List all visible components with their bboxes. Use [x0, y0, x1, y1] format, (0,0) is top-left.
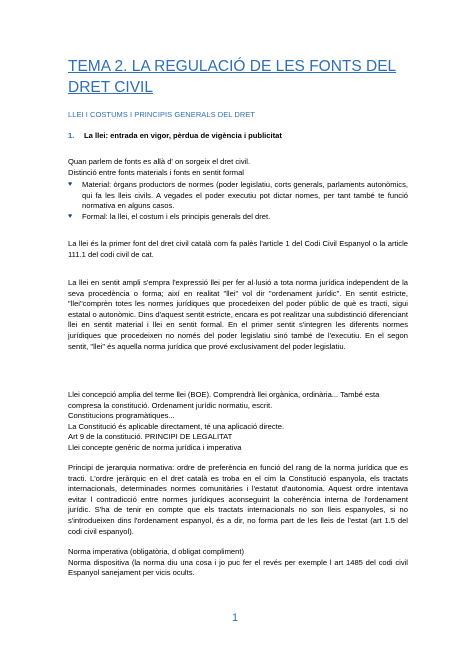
bullet-text: Formal: la llei, el costum i els principis generals del dret. — [82, 211, 271, 221]
concept-line: Llei concepció amplia del terme llei (BOE). Comprendrà llei orgànica, ordinària... També esta compresa la constitució. Ordenament jurídic normatiu, escrit. — [68, 390, 380, 410]
heart-bullet-icon: ♥ — [68, 181, 73, 188]
concept-block — [68, 390, 408, 454]
bullet-list — [68, 180, 408, 222]
page-number: 1 — [232, 612, 239, 624]
intro-block — [68, 157, 408, 178]
bullet-text: Material: òrgans productors de normes (poder legislatiu, corts generals, parlaments autonòmics, qui fa les lleis civils. A vegades el poder executiu pot dictar nomes, per tant també te funció normativa en alguns casos. — [82, 180, 408, 211]
intro-line: Distinció entre fonts materials i fonts en sentit formal — [68, 167, 244, 177]
closing-line: Norma dispositiva (la norma diu una cosa i jo puc fer el revés per exemple l art 1485 del codi civil Espanyol sanejament per vicis ocults. — [68, 557, 408, 578]
list-item — [68, 212, 408, 223]
concept-line: La Constitució és aplicable directament, té una aplicació directe. — [68, 421, 285, 431]
closing-block — [68, 547, 408, 579]
document-subtitle: LLEI I COSTUMS I PRINCIPIS GENERALS DEL DRET — [68, 110, 255, 119]
paragraph: Principi de jerarquia normativa: ordre de preferència en funció del rang de la norma jurídica que es tracti. L'ordre jeràrquic en el dret català es troba en el cim la Constitució espanyola, els tractats internacionals, determinades normes comunitàries i l'estatut d'autonomia. Aquest ordre intentava evitar l contradicció entre normes jurídiques aconseguint la coherència interna de l'ordenament jurídic. S'ha de tenir en compte que els tractats internacionals no son lleis espanyoles, si no s'introdueixen dins l'ordenament espanyol, és a dir, no forma part de les lleis de l'estat (art 1.5 del codi civil espanyol). — [68, 463, 408, 536]
concept-line: Art 9 de la constitució. PRINCIPI DE LEGALITAT — [68, 432, 233, 442]
intro-line: Quan parlem de fonts es allà d' on sorgeix el dret civil. — [68, 157, 251, 166]
section-number: 1. — [68, 131, 75, 140]
paragraph: La llei en sentit ampli s'empra l'expressió llei per fer al·lusió a tota norma jurídica independent de la seva procedència o forma; així en realitat "llei" vol dir "ordenament jurídic". En sentit estricte, "llei"comprèn totes les normes jurídiques que procedeixen del poder públic de què es tracti, sigui estatal o autonòmic. Dins d'aquest sentit estricte, encara es pot realitzar una subdistinció diferenciant llei en sentit material i llei en sentit formal. En el primer sentit s'integren les diferents normes jurídiques que procedeixen no només del poder legislatiu sinó també de l'executiu. En el segon sentit, "llei" és aquella norma jurídica que prové exclusivament del poder legislatiu. — [68, 278, 408, 351]
document-title: TEMA 2. LA REGULACIÓ DE LES FONTS DEL DRET CIVIL — [68, 58, 397, 96]
section-heading-text: La llei: entrada en vigor, pèrdua de vigència i publicitat — [84, 131, 282, 140]
concept-line: Llei concepte genèric de norma jurídica i imperativa — [68, 442, 242, 452]
closing-line: Norma imperativa (obligatòria, d obligat compliment) — [68, 547, 244, 556]
concept-line: Constitucions programàtiques... — [68, 411, 175, 421]
heart-bullet-icon: ♥ — [68, 212, 73, 220]
list-item — [68, 180, 408, 212]
paragraph: La llei és la primer font del dret civil català com fa palès l'article 1 del Codi Civil Espanyol o la article 111.1 del codi civil de cat. — [68, 239, 408, 259]
section-heading — [68, 131, 282, 140]
